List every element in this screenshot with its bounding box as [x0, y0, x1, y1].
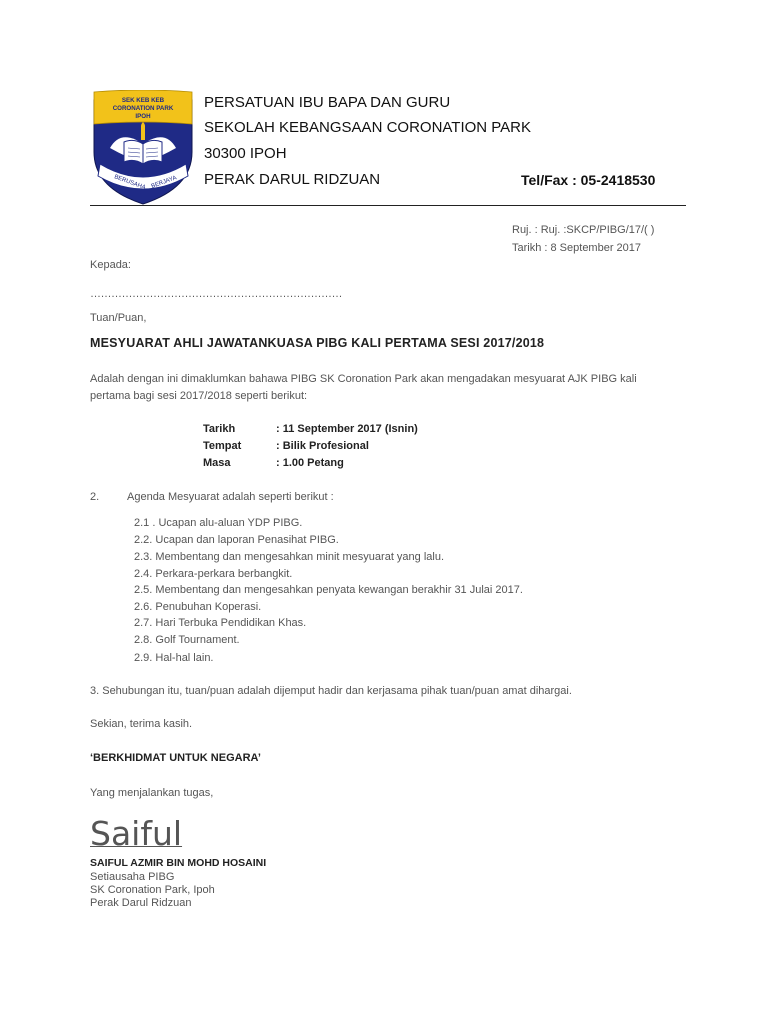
signatory-name: SAIFUL AZMIR BIN MOHD HOSAINI [90, 857, 267, 869]
agenda-item: 2.6. Penubuhan Koperasi. [134, 601, 262, 613]
letterhead-telfax: Tel/Fax : 05-2418530 [521, 172, 656, 188]
crest-motto-left: BERUSAHA [113, 174, 147, 192]
letterhead-line-4: PERAK DARUL RIDZUAN [204, 171, 381, 188]
letterhead-line-2: SEKOLAH KEBANGSAAN CORONATION PARK [204, 119, 532, 136]
recipient-dotted-line: ……………………………………………………………… [90, 288, 342, 300]
closing-duty: Yang menjalankan tugas, [90, 787, 214, 799]
agenda-item: 2.8. Golf Tournament. [134, 634, 240, 646]
detail-value-time: : 1.00 Petang [276, 457, 344, 469]
crest-banner-text-3: IPOH [135, 113, 151, 120]
detail-value-venue: : Bilik Profesional [276, 440, 369, 452]
agenda-number: 2. [90, 491, 100, 503]
agenda-item: 2.5. Membentang dan mengesahkan penyata kewangan berakhir 31 Julai 2017. [134, 584, 523, 596]
closing-motto: ‘BERKHIDMAT UNTUK NEGARA’ [90, 752, 261, 764]
signatory-school: SK Coronation Park, Ipoh [90, 884, 215, 896]
reference-number: Ruj. : Ruj. :SKCP/PIBG/17/( ) [512, 224, 655, 236]
letterhead-divider [90, 205, 686, 206]
letter-title: MESYUARAT AHLI JAWATANKUASA PIBG KALI PERTAMA SESI 2017/2018 [90, 336, 545, 350]
letterhead-line-3: 30300 IPOH [204, 145, 287, 162]
school-crest-logo [90, 90, 196, 206]
detail-label-date: Tarikh [203, 423, 236, 435]
recipient-label: Kepada: [90, 259, 131, 271]
detail-label-time: Masa [203, 457, 231, 469]
reference-date: Tarikh : 8 September 2017 [512, 242, 642, 254]
handwritten-signature: Saiful [90, 814, 183, 853]
crest-banner-text-2: CORONATION PARK [112, 105, 174, 112]
agenda-heading: Agenda Mesyuarat adalah seperti berikut : [127, 491, 334, 503]
signatory-position: Setiausaha PIBG [90, 871, 175, 883]
intro-paragraph [90, 371, 680, 405]
signatory-state: Perak Darul Ridzuan [90, 897, 192, 909]
crest-motto-right: BERJAYA [150, 175, 178, 190]
salutation: Tuan/Puan, [90, 312, 147, 324]
agenda-item: 2.2. Ucapan dan laporan Penasihat PIBG. [134, 534, 339, 546]
detail-value-date: : 11 September 2017 (Isnin) [276, 423, 418, 435]
agenda-item: 2.9. Hal-hal lain. [134, 652, 214, 664]
agenda-item: 2.3. Membentang dan mengesahkan minit mesyuarat yang lalu. [134, 551, 445, 563]
agenda-item: 2.4. Perkara-perkara berbangkit. [134, 568, 293, 580]
closing-thanks: Sekian, terima kasih. [90, 718, 193, 730]
crest-banner-text-1: SEK KEB KEB [121, 97, 165, 104]
letterhead-line-1: PERSATUAN IBU BAPA DAN GURU [204, 94, 451, 111]
intro-line-2: pertama bagi sesi 2017/2018 seperti berikut: [90, 390, 308, 402]
intro-line-1: Adalah dengan ini dimaklumkan bahawa PIBG SK Coronation Park akan mengadakan mesyuarat AJK PIBG kali [90, 373, 637, 385]
detail-label-venue: Tempat [203, 440, 242, 452]
agenda-item: 2.7. Hari Terbuka Pendidikan Khas. [134, 617, 307, 629]
closing-paragraph: 3. Sehubungan itu, tuan/puan adalah dijemput hadir dan kerjasama pihak tuan/puan amat dihargai. [90, 685, 572, 697]
agenda-item: 2.1 . Ucapan alu-aluan YDP PIBG. [134, 517, 303, 529]
